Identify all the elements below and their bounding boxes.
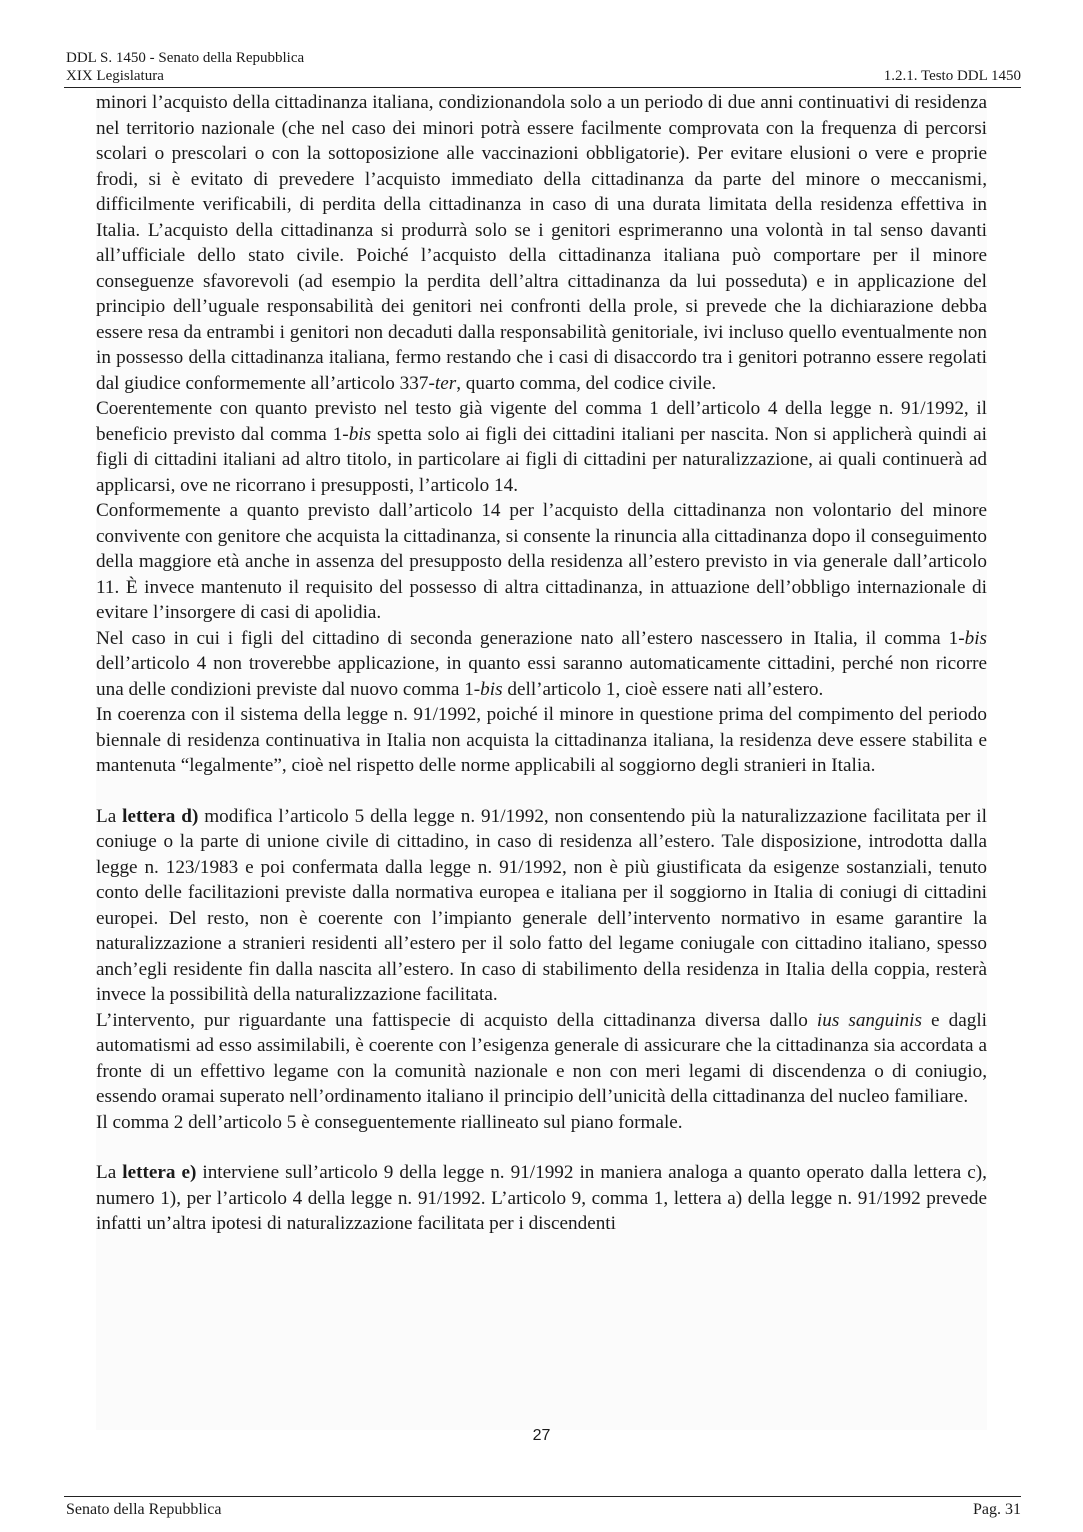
paragraph: In coerenza con il sistema della legge n. 91/1992, poiché il minore in questione prima del compimento del periodo biennale di residenza continuativa in Italia non acquista la cittadinanza italiana, la residenza deve essere stabilita e mantenuta “legalmente”, cioè nel rispetto delle norme applicabili al soggiorno degli stranieri in Italia. xyxy=(96,704,987,776)
document-id: DDL S. 1450 - Senato della Repubblica xyxy=(66,50,305,66)
paragraph: La lettera e) interviene sull’articolo 9 della legge n. 91/1992 in maniera analoga a quanto operato dalla lettera c), numero 1), per l’articolo 4 della legge n. 91/1992. L’articolo 9, comma 1, lettera a) della legge n. 91/1992 prevede infatti un’altra ipotesi di naturalizzazione facilitata per i discendenti xyxy=(96,1162,987,1234)
footer-page-label: Pag. 31 xyxy=(973,1501,1021,1518)
document-body xyxy=(96,90,987,1430)
paragraph: Coerentemente con quanto previsto nel testo già vigente del comma 1 dell’articolo 4 della legge n. 91/1992, il beneficio previsto dal comma 1-bis spetta solo ai figli dei cittadini italiani per nascita. Non si applicherà quindi ai figli di cittadini italiani ad altro titolo, in particolare ai figli di cittadini per naturalizzazione, ai quali continuerà ad applicarsi, ove ne ricorrano i presupposti, l’articolo 14. xyxy=(96,398,987,496)
footer-publisher: Senato della Repubblica xyxy=(66,1501,222,1518)
paragraph: minori l’acquisto della cittadinanza italiana, condizionandola solo a un periodo di due anni continuativi di residenza nel territorio nazionale (che nel caso dei minori potrà essere facilmente comprovata con la frequenza di percorsi scolari o prescolari o con la sottoposizione alle vaccinazioni obbligatorie). Per evitare elusioni o vere e proprie frodi, si è evitato di prevedere l’acquisto immediato della cittadinanza da parte del minore o meccanismi, difficilmente verificabili, di perdita della cittadinanza in caso di una durata limitata della residenza effettiva in Italia. L’acquisto della cittadinanza si produrrà solo se i genitori esprimeranno una volontà in tal senso davanti all’ufficiale dello stato civile. Poiché l’acquisto della cittadinanza italiana può comportare per il minore conseguenze sfavorevoli (ad esempio la perdita dell’altra cittadinanza da lui posseduta) e in applicazione del principio dell’uguale responsabilità dei genitori nei confronti della prole, si prevede che la dichiarazione debba essere resa da entrambi i genitori non decaduti dalla responsabilità genitoriale, ivi incluso quello eventualmente non in possesso della cittadinanza italiana, fermo restando che i casi di disaccordo tra i genitori potranno essere regolati dal giudice conformemente all’articolo 337-ter, quarto comma, del codice civile. xyxy=(96,92,987,394)
section-label: 1.2.1. Testo DDL 1450 xyxy=(883,68,1021,84)
page-number: 27 xyxy=(532,1427,551,1444)
paragraph: Nel caso in cui i figli del cittadino di seconda generazione nato all’estero nascessero in Italia, il comma 1-bis dell’articolo 4 non troverebbe applicazione, in quanto essi saranno automaticamente cittadini, perché non ricorre una delle condizioni previste dal nuovo comma 1-bis dell’articolo 1, cioè essere nati all’estero. xyxy=(96,627,987,700)
paragraph-spacer xyxy=(96,779,987,804)
paragraph: Il comma 2 dell’articolo 5 è conseguentemente riallineato sul piano formale. xyxy=(96,1111,683,1133)
legislature-label: XIX Legislatura xyxy=(66,68,164,84)
paragraph-spacer xyxy=(96,1135,987,1160)
paragraph: Conformemente a quanto previsto dall’articolo 14 per l’acquisto della cittadinanza non volontario del minore convivente con genitore che acquista la cittadinanza, si consente la rinuncia alla cittadinanza dopo il conseguimento della maggiore età anche in assenza del presupposto della residenza all’estero previsto in via generale dall’articolo 11. È invece mantenuto il requisito del possesso di altra cittadinanza, in attuazione dell’obbligo internazionale di evitare l’insorgere di casi di apolidia. xyxy=(96,500,987,623)
paragraph: L’intervento, pur riguardante una fattispecie di acquisto della cittadinanza diversa dallo ius sanguinis e dagli automatismi ad esso assimilabili, è coerente con l’esigenza generale di assicurare che la cittadinanza sia accordata a fronte di un effettivo legame con la comunità nazionale e non con meri legami di discendenza o di coniugio, essendo oramai superato nell’ordinamento italiano il principio dell’unicità della cittadinanza del nucleo familiare. xyxy=(96,1009,987,1107)
paragraph: La lettera d) modifica l’articolo 5 della legge n. 91/1992, non consentendo più la naturalizzazione facilitata per il coniuge o la parte di unione civile di cittadino, in caso di residenza all’estero. Tale disposizione, introdotta dalla legge n. 123/1983 e poi confermata dalla legge n. 91/1992, non è più giustificata da esigenze sostanziali, tenuto conto delle facilitazioni previste dalla normativa europea e italiana per il soggiorno in Italia di coniugi di cittadini europei. Del resto, non è coerente con l’impianto generale dell’intervento normativo in esame garantire la naturalizzazione a stranieri residenti all’estero per il solo fatto del legame coniugale con cittadino italiano, spesso anch’egli residente fin dalla nascita all’estero. In caso di stabilimento della residenza in Italia della coppia, resterà invece la possibilità della naturalizzazione facilitata. xyxy=(96,805,987,1005)
header-divider xyxy=(64,87,1021,88)
document-header xyxy=(66,49,304,85)
footer-divider xyxy=(64,1496,1021,1497)
